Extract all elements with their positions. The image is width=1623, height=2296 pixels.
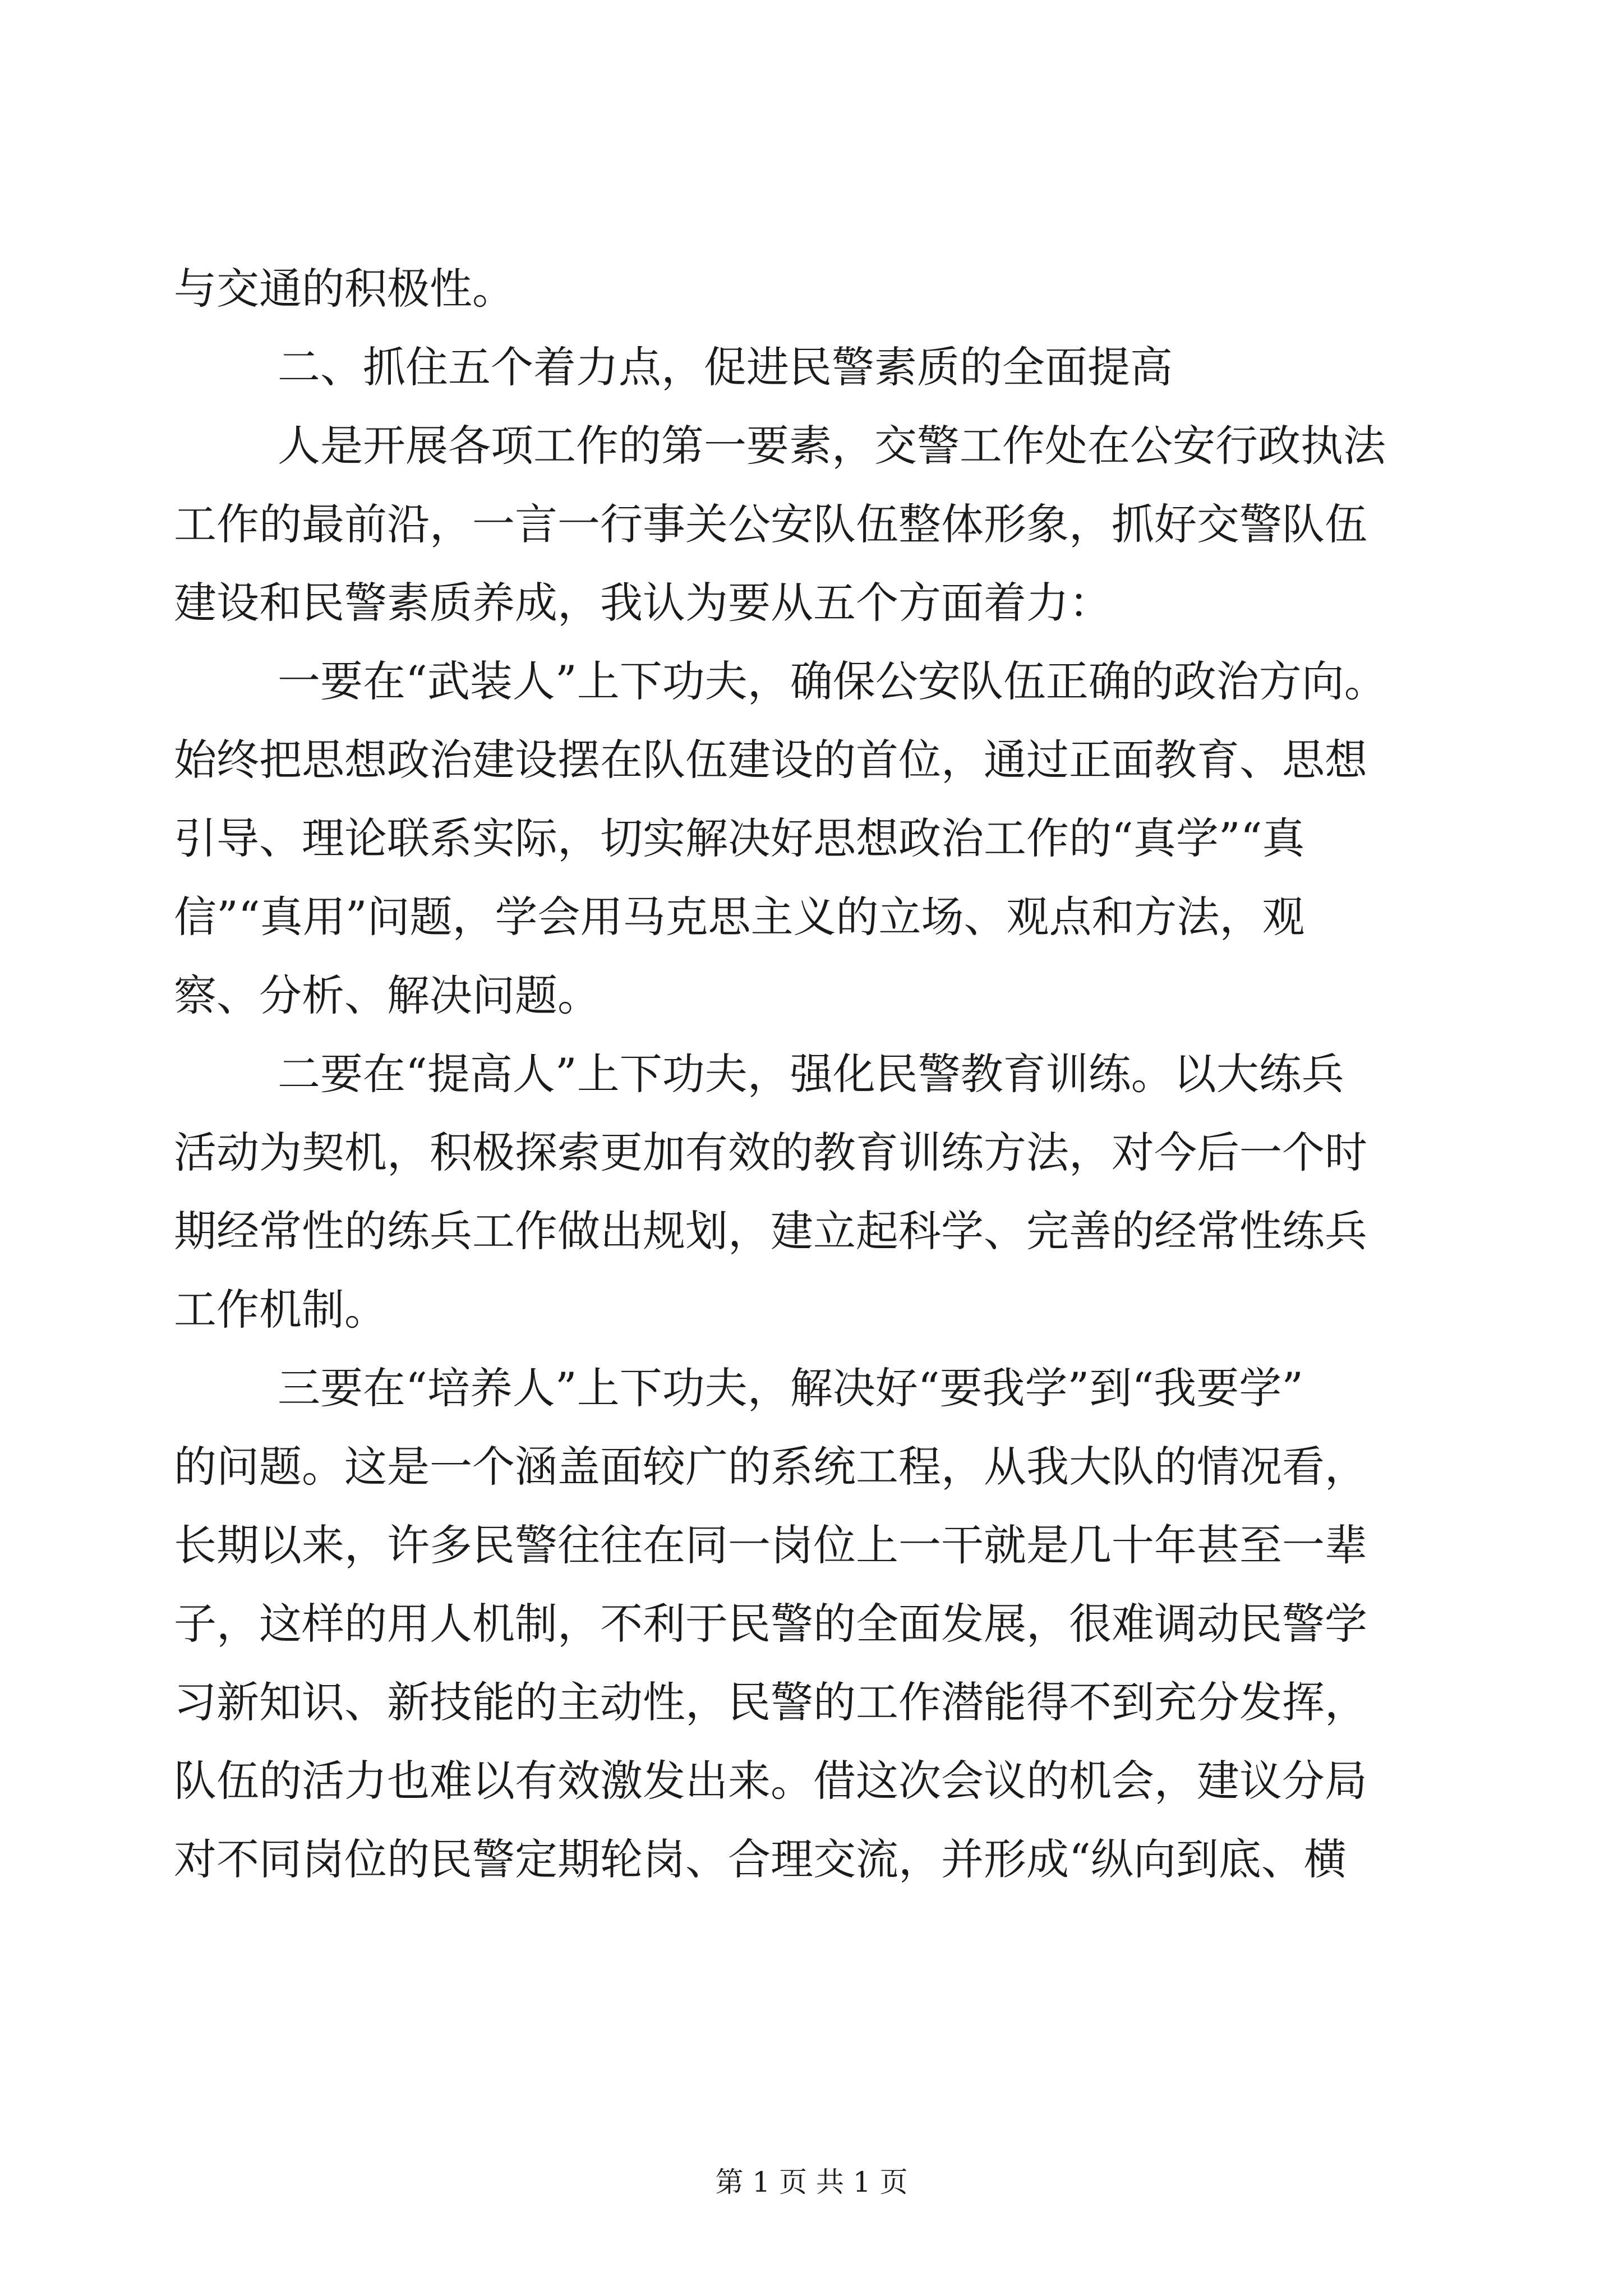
text-line: 对不同岗位的民警定期轮岗、合理交流，并形成“纵向到底、横 bbox=[174, 1834, 1347, 1884]
text-line: 子，这样的用人机制，不利于民警的全面发展，很难调动民警学 bbox=[174, 1599, 1367, 1649]
section-heading: 二、抓住五个着力点，促进民警素质的全面提高 bbox=[278, 342, 1173, 392]
text-line: 建设和民警素质养成，我认为要从五个方面着力： bbox=[174, 578, 1112, 628]
text-line: 长期以来，许多民警往往在同一岗位上一干就是几十年甚至一辈 bbox=[174, 1520, 1367, 1570]
text-line: 人是开展各项工作的第一要素，交警工作处在公安行政执法 bbox=[278, 421, 1386, 471]
text-line: 习新知识、新技能的主动性，民警的工作潜能得不到充分发挥， bbox=[174, 1677, 1367, 1727]
text-line: 活动为契机，积极探索更加有效的教育训练方法，对今后一个时 bbox=[174, 1128, 1367, 1177]
text-line: 三要在“培养人”上下功夫，解决好“要我学”到“我要学” bbox=[278, 1363, 1304, 1413]
text-line: 工作机制。 bbox=[174, 1285, 387, 1335]
text-line: 与交通的积极性。 bbox=[174, 264, 515, 314]
text-line: 始终把思想政治建设摆在队伍建设的首位，通过正面教育、思想 bbox=[174, 735, 1367, 785]
text-line: 二要在“提高人”上下功夫，强化民警教育训练。以大练兵 bbox=[278, 1049, 1344, 1099]
text-line: 察、分析、解决问题。 bbox=[174, 970, 600, 1020]
text-line: 信”“真用”问题，学会用马克思主义的立场、观点和方法，观 bbox=[174, 892, 1305, 942]
document-body bbox=[174, 250, 1433, 1899]
text-line: 一要在“武装人”上下功夫，确保公安队伍正确的政治方向。 bbox=[278, 656, 1387, 706]
text-line: 期经常性的练兵工作做出规划，建立起科学、完善的经常性练兵 bbox=[174, 1206, 1367, 1256]
text-line: 引导、理论联系实际，切实解决好思想政治工作的“真学”“真 bbox=[174, 813, 1305, 863]
text-line: 工作的最前沿，一言一行事关公安队伍整体形象，抓好交警队伍 bbox=[174, 499, 1367, 549]
text-line: 队伍的活力也难以有效激发出来。借这次会议的机会，建议分局 bbox=[174, 1756, 1367, 1806]
text-line: 的问题。这是一个涵盖面较广的系统工程，从我大队的情况看， bbox=[174, 1442, 1367, 1492]
page-footer: 第 1 页 共 1 页 bbox=[715, 2166, 908, 2198]
